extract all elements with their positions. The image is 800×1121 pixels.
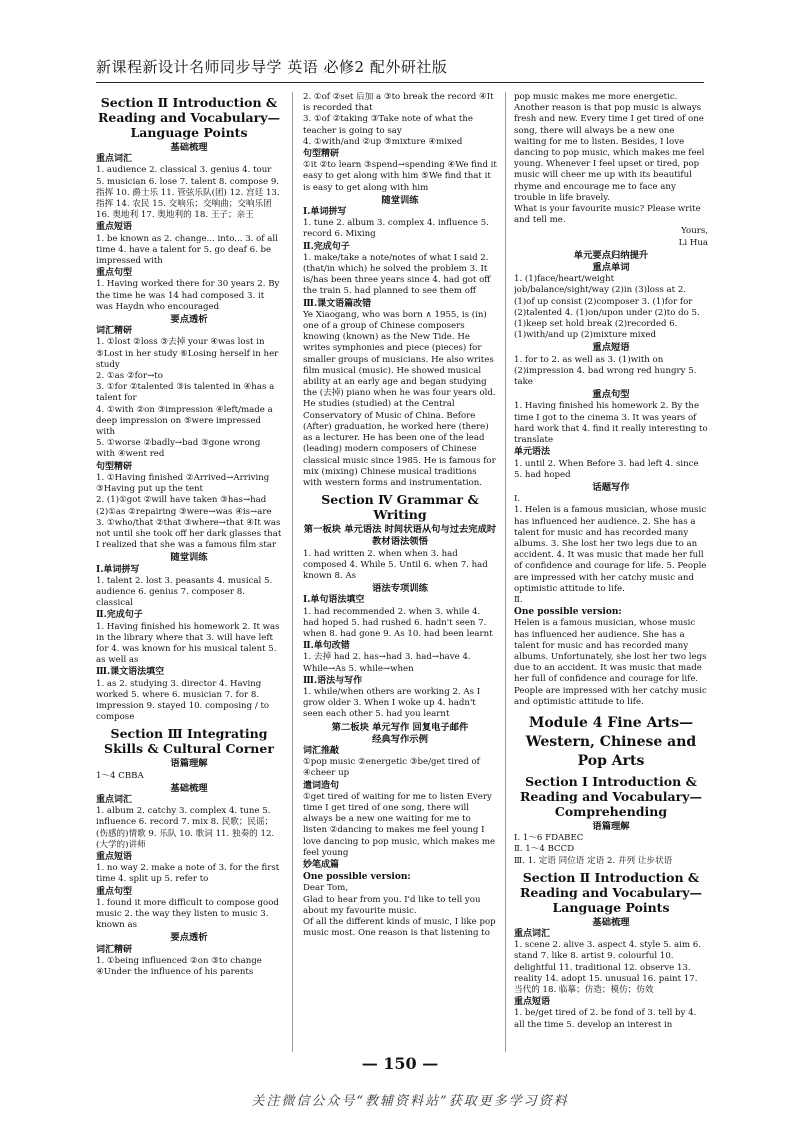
subsection-heading: 教材语法领悟 [372,536,428,548]
subsection-heading: 基础梳理 [170,782,208,794]
paragraph: Ⅰ. [514,494,521,505]
label-heading: 词汇精研 [96,326,133,337]
paragraph: 1. until 2. When Before 3. had left 4. since 5. had hoped [514,458,699,480]
paragraph: 1. for to 2. as well as 3. (1)with on (2)impression 4. bad wrong red hungry 5. take [514,354,697,388]
paragraph: 1. had recommended 2. when 3. while 4. had hoped 5. had rushed 6. hadn't seen 7. when 8. had gone 9. As 10. had been learnt [303,606,493,639]
paragraph: 2. ①of ②set 后加 a ③to break the record ④It is recorded that [303,92,494,114]
paragraph: Of all the different kinds of music, I like pop music most. One reason is that listening to [303,917,496,939]
section-heading: Section Ⅳ Grammar & Writing [321,492,479,523]
label-heading: 句型精研 [303,149,340,160]
label-heading: Ⅲ.语法与写作 [303,675,363,686]
subsection-heading: 话题写作 [592,481,630,493]
label-heading: 词汇精研 [96,944,133,955]
subsection-heading: 随堂训练 [381,194,419,206]
paragraph: ①pop music ②energetic ③be/get tired of ④cheer up [303,757,480,779]
column-divider [292,92,293,1052]
label-heading: 重点句型 [96,886,133,897]
label-heading: 词汇推敲 [303,745,340,756]
subsection-heading: 第一板块 单元语法 时间状语从句与过去完成时 [303,524,497,536]
label-heading: 重点词汇 [96,794,133,805]
section-heading: Section Ⅱ Introduction & Reading and Vocabulary—Language Points [519,869,702,915]
paragraph: 1. album 2. catchy 3. complex 4. tune 5. influence 6. record 7. mix 8. 民歌；民谣；(伤感的)情歌 9. 乐队 10. 歌词 11. 独奏的 12. (大学的)讲师 [96,806,275,850]
label-heading: 重点短语 [96,851,133,862]
paragraph: 1. Having finished his homework 2. It was in the library where that 3. will have left for 4. was known for his musical talent 5. as well as [96,621,280,666]
subsection-heading: 语篇理解 [592,820,630,832]
subsection-heading: 要点透析 [170,932,208,944]
subsection-heading: 第二板块 单元写作 回复电子邮件 [331,721,469,733]
subsection-heading: 基础梳理 [170,142,208,153]
label-heading: Ⅱ.完成句子 [96,610,143,621]
paragraph: 1. Helen is a famous musician, whose music has influenced her audience. 2. She has a talent for music and has recorded many albums. 3. She lost her two legs due to an accident. 4. It was music that made her full of confidence and courage for life. 5. People are impressed with her catchy music and optimistic attitude to life. [514,505,707,594]
signature-line: Yours, [681,226,708,237]
paragraph: ①get tired of waiting for me to listen Every time I get tired of one song, there will always be a new one waiting for me to listen ②dancing to makes me feel young I love dancing to pop music, which makes me feel young [303,791,496,858]
label-heading: Ⅲ.课文语法填空 [96,667,165,678]
column-middle [303,92,497,1052]
paragraph: 1. make/take a note/notes of what I said 2. (that/in which) he solved the problem 3. It is/has been three years since 4. had got off the train 5. had planned to see them off [303,252,491,297]
paragraph: 3. ①for ②talented ③is talented in ④has a talent for [96,382,275,404]
paragraph: 1. talent 2. lost 3. peasants 4. musical 5. audience 6. genius 7. composer 8. classical [96,575,273,609]
paragraph: 1. ①lost ②loss ③去掉 your ④was lost in ⑤Lost in her study ⑥Losing herself in her study [96,337,279,370]
signature-line: Li Hua [678,237,708,248]
paragraph: 4. ①with/and ②up ③mixture ④mixed [303,136,463,147]
section-heading: Section Ⅲ Integrating Skills & Cultural Corner [104,726,274,757]
paragraph: 3. ①of ②taking ③Take note of what the teacher is going to say [303,114,473,136]
subsection-heading: 重点短语 [592,342,630,354]
footer-note: 关注微信公众号“教辅资料站”获取更多学习资料 [251,1094,569,1109]
paragraph: Ⅱ. 1～4 BCCD [514,844,575,855]
paragraph: 1. found it more difficult to compose good music 2. the way they listen to music 3. known as [96,897,279,931]
paragraph: 2. (1)①got ②will have taken ③has→had (2)①as ②repairing ③were→was ④is→are [96,495,272,517]
label-heading: Ⅰ.单句语法填空 [303,595,365,606]
label-heading: Ⅱ.单句改错 [303,641,350,652]
subsection-heading: 语法专项训练 [372,583,428,595]
column-divider [505,92,506,1052]
section-heading: Section Ⅱ Introduction & Reading and Vocabulary—Language Points [97,95,280,140]
paragraph: ①it ②to learn ③spend→spending ④We find it easy to get along with him ⑤We find that it is easy to get along with him [303,160,497,193]
page-header: 新课程新设计名师同步导学 英语 必修2 配外研社版 [96,56,704,83]
label-heading: 重点短语 [514,997,551,1008]
label-heading: Ⅱ.完成句子 [303,241,350,252]
label-heading: 重点短语 [96,222,133,233]
paragraph: pop music makes me more energetic. Another reason is that pop music is always fresh and new. Every time I get tired of one song, there will always be a new one waiting for me to listen. Besides, I love dancing to pop music, which makes me feel young. Whenever I feel upset or tired, pop music will cheer me up with its beautiful rhyme and encourage me to face any trouble in life bravely. [514,92,705,203]
paragraph: 5. ①worse ②badly→bad ③gone wrong with ④went red [96,438,261,460]
paragraph: 1. be known as 2. change... into... 3. of all time 4. have a talent for 5. go deaf 6. be impressed with [96,233,278,267]
label-heading: Ⅰ.单词拼写 [303,207,347,218]
paragraph: 2. ①as ②for→to [96,371,163,382]
paragraph: 1. (1)face/heart/weight job/balance/sight/way (2)in (3)loss at 2. (1)of up consist (2)composer 3. (1)for for (2)talented 4. (1)on/upon under (2)to do 5. (1)keep set hold break (2)recorded 6. (1)with/and up (2)mixture mixed [514,274,700,341]
paragraph: Ye Xiaogang, who was born ∧ 1955, is (in) one of a group of Chinese composers knowing (known) as the New Tide. He writes symphonies and piece (pieces) for smaller groups of musicians. He also writes film musical (music). He showed musical ability at an early age and began studying the (去掉) piano when he was four years old. He studies (studied) at the Central Conservatory of Music of China. Before (After) graduation, he worked here (there) as a lecturer. He has been one of the lead (leading) modern composers of Chinese classical music since 1985. He is famous for mix (mixing) Chinese musical traditions with western forms and instrumentation. [303,309,496,488]
paragraph: 1. scene 2. alive 3. aspect 4. style 5. aim 6. stand 7. like 8. artist 9. colourful 10. delightful 11. traditional 12. observe 13. reality 14. adopt 15. unusual 16. paint 17. 当代的 18. 临摹；仿造；模仿；仿效 [514,940,701,995]
page-number: — 150 — [361,1054,439,1073]
paragraph: 3. ①who/that ②that ③where→that ④It was not until she took off her dark glasses that I realized that she was a famous film star [96,517,282,551]
paragraph: 1. no way 2. make a note of 3. for the first time 4. split up 5. refer to [96,863,280,885]
label-heading: 句型精研 [96,461,133,472]
subsection-heading: 重点单词 [592,262,630,274]
paragraph: 1. Having worked there for 30 years 2. By the time he was 14 had composed 3. it was Haydn who encouraged [96,279,280,312]
subsection-heading: 基础梳理 [592,916,630,928]
subsection-heading: 随堂训练 [170,552,208,564]
paragraph: 4. ①with ②on ③impression ④left/made a deep impression on ⑤were impressed with [96,404,273,438]
label-heading: Ⅲ.课文语篇改错 [303,298,372,309]
paragraph: Glad to hear from you. I'd like to tell you about my favourite music. [303,894,481,916]
paragraph: 1. ①being influenced ②on ③to change ④Under the influence of his parents [96,955,262,978]
subsection-heading: 单元要点归纳提升 [573,249,649,261]
subsection-heading: 重点句型 [592,389,630,401]
label-heading: One possible version: [303,872,411,883]
paragraph: 1～4 CBBA [96,770,144,781]
label-heading: 遣词造句 [303,780,340,791]
paragraph: 1. tune 2. album 3. complex 4. influence 5. record 6. Mixing [303,218,489,240]
paragraph: Ⅱ. [514,594,523,605]
paragraph: Ⅲ. 1. 定语 同位语 定语 2. 并列 让步状语 [514,855,673,866]
paragraph: Dear Tom, [303,883,349,894]
subsection-heading: 经典写作示例 [372,733,428,745]
paragraph: What is your favourite music? Please write and tell me. [514,204,701,226]
label-heading: 单元语法 [514,447,551,458]
label-heading: 重点词汇 [96,154,133,165]
column-right [514,92,708,1052]
paragraph: Helen is a famous musician, whose music has influenced her audience. She has a talent for music and has recorded many albums. Unfortunately, she lost her two legs due to an accident. It was music that made her full of confidence and courage for life. People are impressed with her catchy music and optimistic attitude to life. [514,618,707,707]
label-heading: 妙笔成篇 [303,860,340,870]
paragraph: 1. Having finished his homework 2. By the time I got to the cinema 3. It was years of hard work that 4. find it really interesting to translate [514,401,708,446]
paragraph: 1. had written 2. when when 3. had composed 4. While 5. Until 6. when 7. had known 8. As [303,548,488,581]
subsection-heading: 要点透析 [170,314,208,326]
paragraph: 1. 去掉 had 2. has→had 3. had→have 4. While→As 5. while→when [303,652,471,674]
subsection-heading: 语篇理解 [170,758,208,770]
paragraph: 1. as 2. studying 3. director 4. Having worked 5. where 6. musician 7. for 8. impression 9. stayed 10. composing / to compose [96,678,270,723]
label-heading: 重点句型 [96,268,133,279]
label-heading: One possible version: [514,607,622,618]
paragraph: 1. be/get tired of 2. be fond of 3. tell by 4. all the time 5. develop an interest in [514,1008,697,1030]
column-left [96,92,282,1052]
section-heading: Section Ⅰ Introduction & Reading and Vocabulary—Comprehending [519,773,702,819]
paragraph: 1. audience 2. classical 3. genius 4. tour 5. musician 6. lose 7. talent 8. compose 9. 指挥 10. 爵士乐 11. 管弦乐队(团) 12. 宫廷 13. 指挥 14. 农民 15. 交响乐；交响曲；交响乐团 16. 奥地利 17. 奥地利的 18. 王子；亲王 [96,165,280,221]
paragraph: Ⅰ. 1～6 FDABEC [514,833,584,844]
label-heading: 重点词汇 [514,928,551,939]
paragraph: 1. while/when others are working 2. As I grow older 3. When I woke up 4. hadn't seen each other 5. had you learnt [303,686,481,720]
paragraph: 1. ①Having finished ②Arrived→Arriving ③Having put up the tent [96,472,270,495]
label-heading: Ⅰ.单词拼写 [96,564,140,575]
module-heading: Module 4 Fine Arts—Western, Chinese and Pop Arts [525,714,697,769]
